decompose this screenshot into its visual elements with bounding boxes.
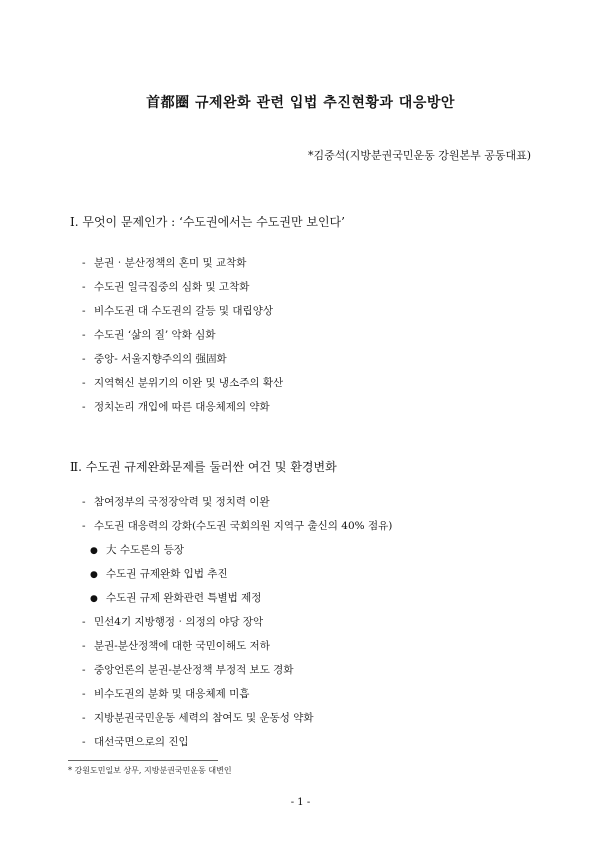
sub-list-item: ● 大 수도론의 등장 <box>90 544 185 556</box>
dash-marker: - <box>82 377 86 389</box>
list-item: - 민선4기 지방행정‧의정의 야당 장악 <box>82 616 264 628</box>
list-item: - 중앙- 서울지향주의의 强固화 <box>82 353 227 365</box>
dash-marker: - <box>82 329 86 341</box>
dash-marker: - <box>82 736 86 748</box>
dash-marker: - <box>82 616 86 628</box>
dash-marker: - <box>82 640 86 652</box>
list-item: - 수도권 ‘삶의 질’ 악화 심화 <box>82 329 216 341</box>
list-item: - 지역혁신 분위기의 이완 및 냉소주의 확산 <box>82 377 284 389</box>
footnote-divider <box>68 760 218 761</box>
sub-list-item: ● 수도권 규제 완화관련 특별법 제정 <box>90 592 262 604</box>
list-item: - 대선국면으로의 진입 <box>82 736 189 748</box>
list-item: - 비수도권의 분화 및 대응체제 미흡 <box>82 688 250 700</box>
dash-marker: - <box>82 664 86 676</box>
section-1-list <box>82 256 283 424</box>
list-item: - 수도권 대응력의 강화(수도권 국회의원 지역구 출신의 40% 점유) <box>82 520 393 532</box>
dash-marker: - <box>82 496 86 508</box>
list-item: - 분권-분산정책에 대한 국민이해도 저하 <box>82 640 270 652</box>
bullet-icon: ● <box>90 546 98 556</box>
dash-marker: - <box>82 520 86 532</box>
section-2-list <box>82 495 392 759</box>
dash-marker: - <box>82 257 86 269</box>
dash-marker: - <box>82 305 86 317</box>
dash-marker: - <box>82 401 86 413</box>
list-item: - 지방분권국민운동 세력의 참여도 및 운동성 약화 <box>82 712 314 724</box>
page-number: - 1 - <box>290 797 311 808</box>
author-line: *김중석(지방분권국민운동 강원본부 공동대표) <box>308 149 531 162</box>
bullet-icon: ● <box>90 570 98 580</box>
list-item: - 참여정부의 국정장악력 및 정치력 이완 <box>82 496 270 508</box>
list-item: - 정치논리 개입에 따른 대응체제의 약화 <box>82 401 270 413</box>
document-title: 首都圈 규제완화 관련 입법 추진현황과 대응방안 <box>146 95 455 112</box>
list-item: - 중앙언론의 분권-분산정책 부정적 보도 경화 <box>82 664 294 676</box>
dash-marker: - <box>82 281 86 293</box>
section-heading-2: Ⅱ. 수도권 규제완화문제를 둘러싼 여건 및 환경변화 <box>70 460 337 474</box>
list-item: - 수도권 일극집중의 심화 및 고착화 <box>82 281 250 293</box>
list-item: - 비수도권 대 수도권의 갈등 및 대립양상 <box>82 305 273 317</box>
list-item: - 분권‧분산정책의 혼미 및 교착화 <box>82 257 247 269</box>
dash-marker: - <box>82 688 86 700</box>
sub-list-item: ● 수도권 규제완화 입법 추진 <box>90 568 228 580</box>
dash-marker: - <box>82 353 86 365</box>
bullet-icon: ● <box>90 594 98 604</box>
section-heading-1: Ⅰ. 무엇이 문제인가 : ‘수도권에서는 수도권만 보인다’ <box>70 215 345 229</box>
dash-marker: - <box>82 712 86 724</box>
footnote: * 강원도민일보 상무, 지방분권국민운동 대변인 <box>68 766 232 775</box>
